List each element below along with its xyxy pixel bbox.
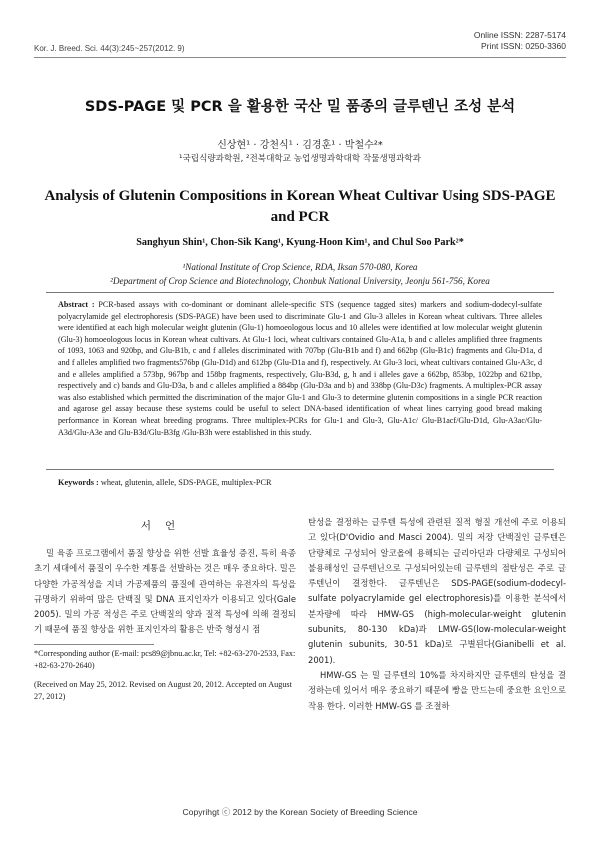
keywords-text: wheat, glutenin, allele, SDS-PAGE, multiplex-PCR <box>100 478 272 487</box>
keywords-label: Keywords : <box>58 478 99 487</box>
copyright-notice: Copyrihgt ⓒ 2012 by the Korean Society of Breeding Science <box>182 807 418 817</box>
header-divider <box>34 57 566 58</box>
korean-affiliations: ¹국립식량과학원, ²전북대학교 농업생명과학대학 작물생명과학과 <box>179 154 421 164</box>
received-dates: (Received on May 25, 2012. Revised on August 20, 2012. Accepted on August 27, 2012) <box>34 679 292 702</box>
intro-paragraph: HMW-GS 는 밀 글루텐의 10%를 차지하지만 글루텐의 탄성을 결정하는데 있어서 매우 중요하기 때문에 빵을 만드는데 중요한 요인으로 작용 한다. 이러한 HMW-GS 를 조절하 <box>308 669 566 711</box>
affiliation-2: ²Department of Crop Science and Biotechnology, Chonbuk National University, Jeonju 561-756, Korea <box>110 276 490 286</box>
intro-paragraph: 탄성을 결정하는 글루텐 특성에 관련된 질적 형질 개선에 주로 이용되고 있다(D'Ovidio and Masci 2004). 밀의 저장 단백질인 글루텐은 단량체로 구성되어 알코올에 용해되는 글리아딘과 다량체로 구성되어 불용해성인 글루텐닌으로 구성되어있는데 글루텐의 점탄성은 주로 글루텐닌이 결정한다. 글루텐닌은 SDS-PAGE(sodium-dodecyl-sulfate polyacrylamide gel electrophoresis)를 이용한 분석에서 분자량에 따라 HMW-GS (high-molecular-weight glutenin subunits, 80-130 kDa)과 LMW-GS(low-molecular-weight glutenin subunits, 30-51 kDa)로 구별된다(Gianibelli et al. 2001). <box>308 517 566 665</box>
intro-right-column <box>308 515 566 714</box>
english-affiliations <box>0 260 600 288</box>
issn-online: Online ISSN: 2287-5174 <box>473 30 566 40</box>
intro-left-column <box>34 546 296 638</box>
journal-reference: Kor. J. Breed. Sci. 44(3):245~257(2012. 9) <box>34 44 185 53</box>
abstract-label: Abstract : <box>58 300 95 309</box>
footnote <box>34 648 296 704</box>
abstract <box>58 299 542 438</box>
keywords <box>58 478 542 487</box>
english-title: Analysis of Glutenin Compositions in Korean Wheat Cultivar Using SDS-PAGE and PCR <box>44 188 556 225</box>
issn-print: Print ISSN: 0250-3360 <box>480 41 566 51</box>
footnote-divider <box>34 644 154 645</box>
corresponding-author: *Corresponding author (E-mail: pcs89@jbnu.ac.kr, Tel: +82-63-270-2533, Fax: +82-63-270-2640) <box>34 649 296 671</box>
abstract-text: PCR-based assays with co-dominant or dominant allele-specific STS (sequence tagged sites) markers and sodium-dodecyl-sulfate polyacrylamide gel electrophoresis (SDS-PAGE) have been used to discriminate Glu-1 and Glu-3 alleles in Korean wheat cultivars. Three alleles were identified at each high molecular weight glutenin (Glu-1) homoeologous locus and 10 alleles were identified at low molecular weight glutenin (Glu-3) homoeologous locus in Korean wheat cultivars. At Glu-1 loci, wheat cultivars contained Glu-A1a, b and c alleles amplified three fragments of 1093, 1063 and 920bp, and Glu-B1b, c and f alleles discriminated with 707bp (Glu-B1b and f) and 662bp (Glu-B1c) fragments and Glu-D1a, d and f alleles amplified two fragments576bp (Glu-D1d) and 612bp (Glu-D1a and f), respectively. At Glu-3 loci, wheat cultivars contained Glu-A3c, d and e alleles amplified a 573bp, 967bp and 158bp fragments, respectively, Glu-B3d, g, h and i alleles gave a 662bp, 853bp, 1022bp and 621bp, respectively and c) bands and Glu-D3a, b and c alleles amplified a 884bp (Glu-D3a and b) and 338bp (Glu-D3c) fragments. A multiplex-PCR assay was also established which permitted the discrimination of the major Glu-1 and Glu-3 to determine glutenin compositions in a single PCR reaction and agarose gel assay because these systems could be useful to select DNA-based identification of wheat lines carrying good bread making performance in Korean wheat breeding programs. Three multiplex-PCRs for Glu-1 and Glu-3, Glu-A1c/ Glu-B1acf/Glu-D1d, Glu-A3ac/Glu-A3d/Glu-A3e and Glu-B3d/Glu-B3fg /Glu-B3h were established in this study. <box>58 300 542 437</box>
affiliation-1: ¹National Institute of Crop Science, RDA, Iksan 570-080, Korea <box>182 262 418 272</box>
korean-title: SDS-PAGE 및 PCR 을 활용한 국산 밀 품종의 글루텐닌 조성 분석 <box>84 99 516 115</box>
english-authors: Sanghyun Shin¹, Chon-Sik Kang¹, Kyung-Hoon Kim¹, and Chul Soo Park²* <box>136 237 464 248</box>
issn-block <box>474 30 566 52</box>
section-heading-introduction: 서언 <box>140 520 190 532</box>
intro-paragraph: 밀 육종 프로그램에서 품질 향상을 위한 선발 효율성 증진, 특히 육종 초기 세대에서 품질이 우수한 계통을 선발하는 것은 매우 중요하다. 밀은 다양한 가공적성을 지녀 가공제품의 품질에 관여하는 유전자의 특성을 규명하기 위하여 많은 단백질 및 DNA 표지인자가 이용되고 있다(Gale 2005). 밀의 가공 적성은 주로 단백질의 양과 질적 특성에 의해 결정되기 때문에 품질 향상을 위한 표지인자의 활용은 반죽 형성시 점 <box>34 548 296 635</box>
korean-authors: 신상현¹ · 강천식¹ · 김경훈¹ · 박철수²* <box>217 140 383 151</box>
